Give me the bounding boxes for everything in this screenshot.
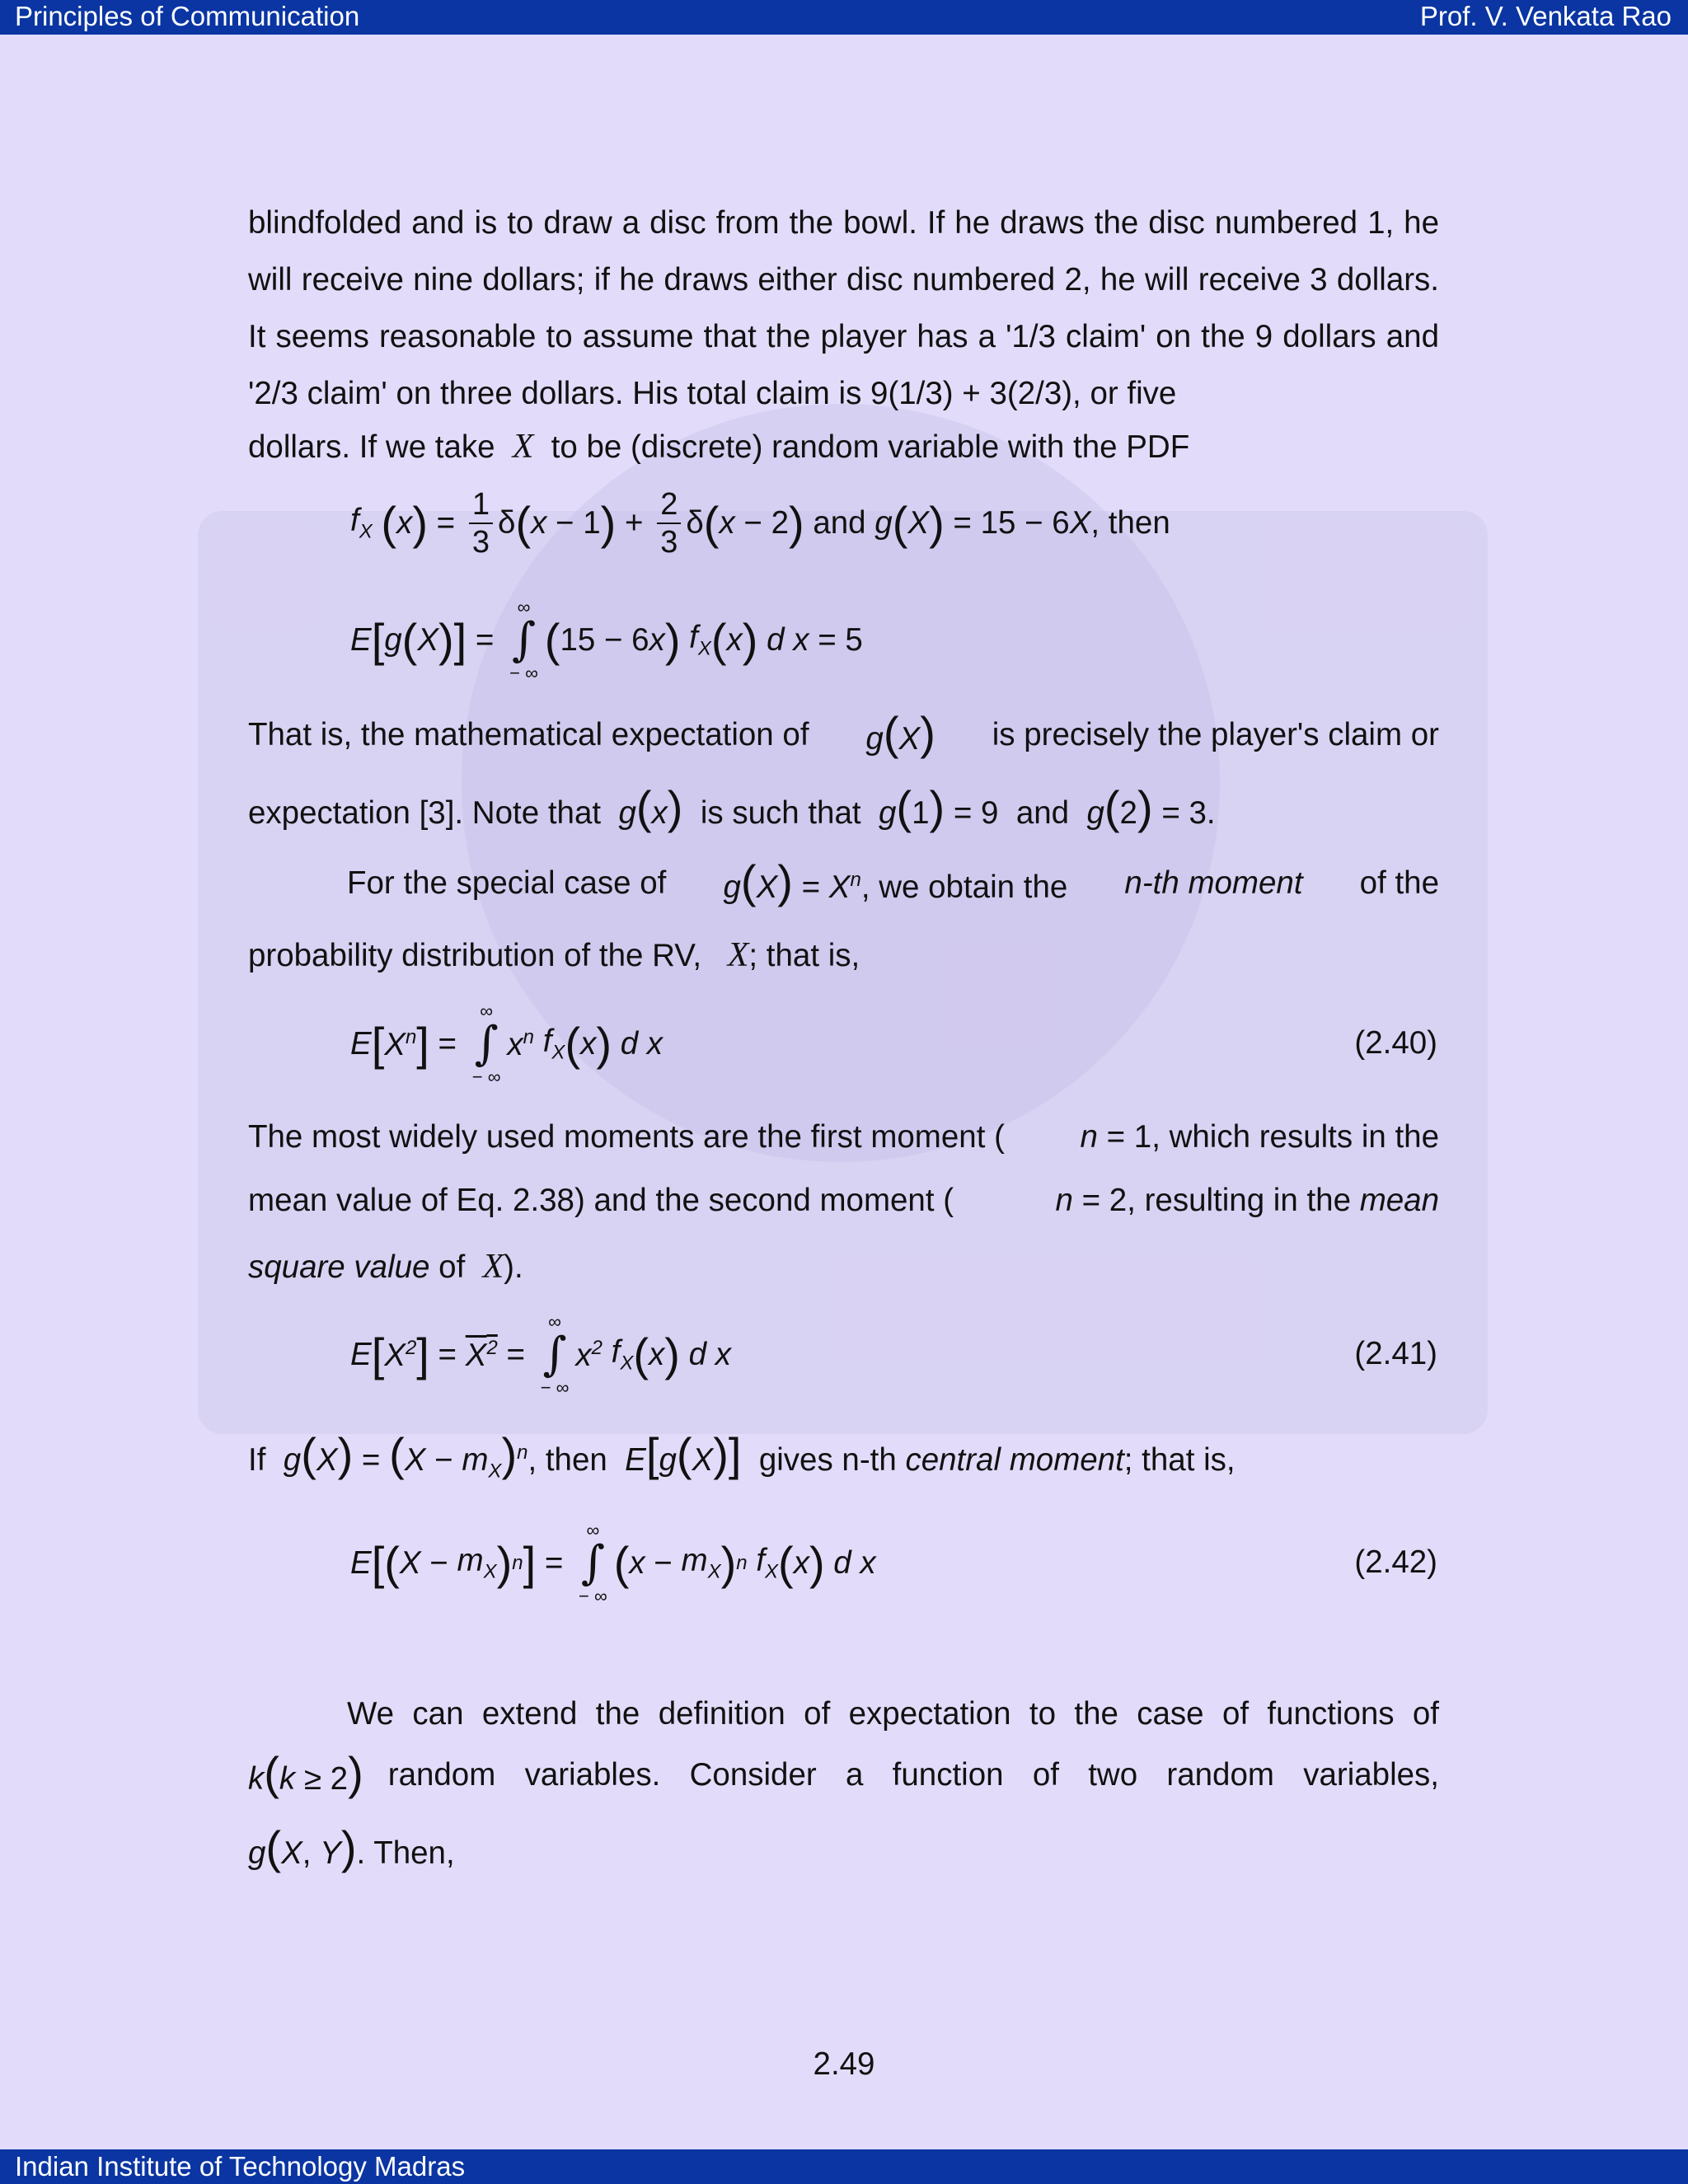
paragraph-1-text: blindfolded and is to draw a disc from the bowl. If he draws the disc numbered 1, he will receive nine dollars; if he draws either disc numbered 2, he will receive 3 dollars. It seems reasonable to assume that the player has a '1/3 claim' on the 9 dollars and '2/3 claim' on three dollars. His total claim is 9(1/3) + 3(2/3), or five: [248, 205, 1439, 411]
paragraph-6-line-1: The most widely used moments are the first moment ( n = 1, which results in the: [248, 1119, 1439, 1155]
p4b: , we obtain the: [860, 869, 1068, 905]
paragraph-6-line-2: mean value of Eq. 2.38) and the second moment ( n = 2, resulting in the mean: [248, 1183, 1439, 1218]
and-text: and: [813, 505, 866, 541]
p7a: If: [248, 1442, 266, 1478]
paragraph-8-line-3: g(X, Y). Then,: [248, 1821, 455, 1873]
p5a: probability distribution of the RV,: [248, 938, 702, 973]
paragraph-1: [248, 194, 1439, 422]
paragraph-8-line-2: k(k ≥ 2) random variables. Consider a function of two random variables,: [248, 1747, 1439, 1799]
integral-sign: ∞ ∫ − ∞: [540, 1311, 570, 1398]
author-name: Prof. V. Venkata Rao: [1419, 1, 1672, 31]
p5b: ; that is,: [748, 938, 860, 973]
p7c: gives n-th: [758, 1442, 897, 1478]
p8c: . Then,: [356, 1835, 455, 1871]
p7b: , then: [528, 1442, 607, 1478]
institute-name: Indian Institute of Technology Madras: [15, 2151, 466, 2182]
square-value-text: square value: [248, 1249, 430, 1285]
equation-number-2-41: (2.41): [1354, 1336, 1437, 1371]
integral-sign: ∞ ∫ − ∞: [509, 597, 538, 683]
p4a: For the special case of: [347, 865, 667, 901]
p8: We can extend the definition of expectation to the case of functions of: [347, 1696, 1439, 1732]
paragraph-1-last-line: dollars. If we take X to be (discrete) random variable with the PDF: [248, 428, 1190, 466]
p3a: expectation [3]. Note that: [248, 795, 602, 831]
course-title: Principles of Communication: [15, 1, 360, 31]
equation-2-41: E [ $X^2$ ] = $X^2$ = ∞ ∫ − ∞ $x^2$ $f_X$ ( x ) d x: [350, 1311, 731, 1398]
expectation-equation: E [ g ( X ) ] = ∞ ∫ − ∞ ( 15 − 6 x ) $f_X$ ( x ) d x = 5: [350, 597, 863, 683]
p6-line1b: , which results in the: [1151, 1119, 1439, 1155]
paragraph-2: That is, the mathematical expectation of g(X) is precisely the player's claim or: [248, 707, 1439, 759]
p3b: is such that: [700, 795, 861, 831]
p3c: and: [1015, 795, 1070, 831]
p6-line2b: , resulting in the: [1127, 1183, 1351, 1218]
equation-number-2-40: (2.40): [1354, 1025, 1437, 1061]
paragraph-4: For the special case of $g(X) = X^n$, we obtain the n-th moment of the: [347, 855, 1439, 907]
equation-number-2-42: (2.42): [1354, 1544, 1437, 1580]
integral-sign: ∞ ∫ − ∞: [471, 1001, 501, 1087]
paragraph-8-line-1: [248, 1696, 1439, 1732]
p6-line3c: ).: [504, 1249, 523, 1285]
paragraph-3: expectation [3]. Note that g(x) is such that g(1) = 9 and g(2) = 3.: [248, 781, 1216, 833]
p4c: of the: [1359, 865, 1439, 901]
p1-last-a: dollars. If we take: [248, 429, 495, 465]
p6-line3b: of: [438, 1249, 466, 1285]
p8b: random variables. Consider a function of two random variables,: [387, 1757, 1439, 1793]
p6-line2a: mean value of Eq. 2.38) and the second moment (: [248, 1183, 954, 1218]
p1-last-b: to be (discrete) random variable with the PDF: [551, 429, 1190, 465]
p2b: is precisely the player's claim or: [992, 717, 1439, 752]
n-th-moment-text: n-th moment: [1124, 865, 1303, 901]
equation-2-42: E [ ( X − $m_X$ ) n ] = ∞ ∫ − ∞ ( x − $m_X$ ) n $f_X$ ( x ) d x: [350, 1520, 876, 1606]
page-number: 2.49: [813, 2046, 875, 2082]
paragraph-5: probability distribution of the RV, X; that is,: [248, 936, 860, 974]
integral-sign: ∞ ∫ − ∞: [579, 1520, 607, 1606]
paragraph-6-line-3: square value of X).: [248, 1248, 523, 1286]
central-moment-text: central moment: [905, 1442, 1124, 1478]
then-text: , then: [1090, 505, 1170, 541]
pdf-equation: $f_X$ ( x ) = $\frac{1}{3}$ δ ( x − 1 ) + $\frac{2}{3}$ δ ( x − 2 ) and g ( X ) = 15 − 6 X , then: [350, 487, 1170, 560]
footer-bar: [0, 2149, 1688, 2184]
p2a: That is, the mathematical expectation of: [248, 717, 809, 752]
mean-text: mean: [1359, 1183, 1439, 1218]
paragraph-7: If $g(X) = (X - m_X)^n$, then E[g(X)] gives n-th central moment; that is,: [248, 1428, 1236, 1483]
equation-2-40: E [ $X^n$ ] = ∞ ∫ − ∞ $x^n$ $f_X$ ( x ) d x: [350, 1001, 663, 1087]
p6-line1a: The most widely used moments are the first moment (: [248, 1119, 1005, 1155]
p7d: ; that is,: [1123, 1442, 1236, 1478]
